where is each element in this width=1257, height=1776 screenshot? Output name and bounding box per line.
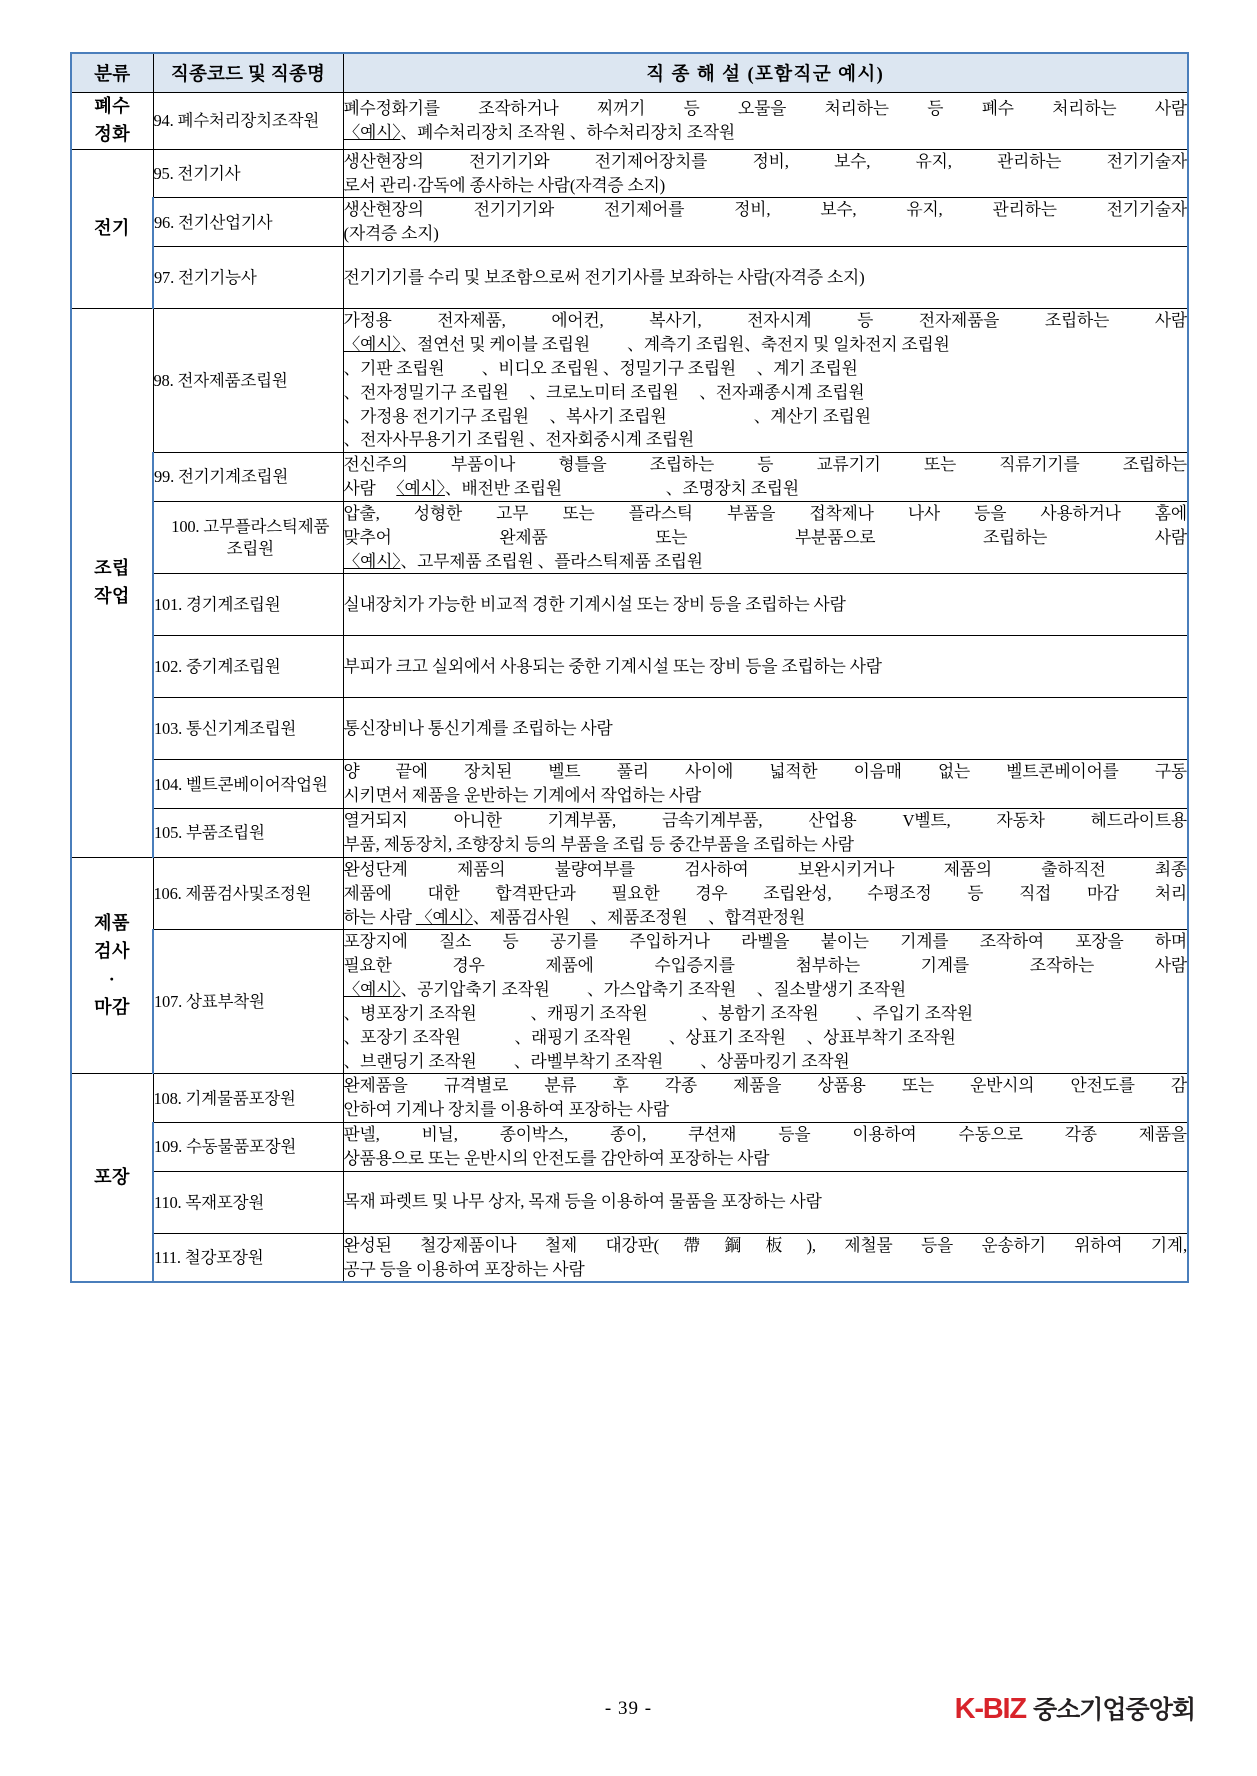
job-description-cell	[343, 574, 1188, 636]
description-line: 제품에 대한 합격판단과 필요한 경우 조립완성, 수평조정 등 직접 마감 처리	[343, 883, 1187, 903]
category-cell	[71, 857, 153, 1074]
column-header-code: 직종코드 및 직종명	[153, 53, 343, 93]
description-line: 〈예시〉、폐수처리장치 조작원 、하수처리장치 조작원	[343, 122, 735, 142]
category-label-line: 정화	[94, 123, 131, 144]
table-row	[71, 453, 1188, 502]
job-code-line: 97. 전기기능사	[154, 267, 257, 287]
kbiz-logo-name: 중소기업중앙회	[1032, 1696, 1195, 1724]
example-label: 〈예시〉	[415, 907, 473, 927]
page-footer	[0, 1690, 1257, 1750]
kbiz-logo	[955, 1690, 1195, 1726]
description-line: 사람 〈예시〉、배전반 조립원 、조명장치 조립원	[343, 479, 799, 499]
description-line: 판넬, 비닐, 종이박스, 종이, 쿠션재 등을 이용하여 수동으로 각종 제품을	[343, 1125, 1187, 1145]
description-line: 생산현장의 전기기기와 전기제어를 정비, 보수, 유지, 관리하는 전기기술자	[343, 200, 1187, 220]
category-label-line: 작업	[94, 585, 130, 606]
job-code-cell	[153, 930, 343, 1074]
table-row	[71, 809, 1188, 858]
description-line: 폐수정화기를 조작하거나 찌꺼기 등 오물을 처리하는 등 폐수 처리하는 사람	[343, 99, 1187, 119]
description-line: 부피가 크고 실외에서 사용되는 중한 기계시설 또는 장비 등을 조립하는 사람	[343, 657, 882, 677]
table-row	[71, 1233, 1188, 1282]
description-line: 공구 등을 이용하여 포장하는 사람	[343, 1259, 585, 1279]
job-code-cell	[153, 1074, 343, 1123]
category-cell	[71, 1074, 153, 1283]
job-description-cell	[343, 247, 1188, 309]
job-description-cell	[343, 1074, 1188, 1123]
table-row	[71, 309, 1188, 453]
job-description-cell	[343, 501, 1188, 574]
table-row	[71, 930, 1188, 1074]
job-description-cell	[343, 1233, 1188, 1282]
job-description-cell	[343, 930, 1188, 1074]
description-line: 안하여 기계나 장치를 이용하여 포장하는 사람	[343, 1100, 669, 1120]
job-description-cell	[343, 198, 1188, 247]
job-code-cell	[153, 698, 343, 760]
table-row	[71, 698, 1188, 760]
job-description-cell	[343, 809, 1188, 858]
job-code-cell	[153, 636, 343, 698]
table-row	[71, 574, 1188, 636]
job-code-line: 104. 벨트콘베이어작업원	[154, 774, 328, 794]
header-row	[71, 53, 1188, 93]
description-line: 、전자정밀기구 조립원 、크로노미터 조립원 、전자괘종시계 조립원	[343, 382, 865, 402]
job-description-cell	[343, 453, 1188, 502]
table-row	[71, 198, 1188, 247]
description-line: 시키면서 제품을 운반하는 기계에서 작업하는 사람	[343, 786, 702, 806]
description-line: 〈예시〉、절연선 및 케이블 조립원 、계측기 조립원、축전지 및 일차전지 조립원	[343, 335, 950, 354]
column-header-description: 직 종 해 설 (포함직군 예시)	[343, 53, 1188, 93]
job-description-cell	[343, 149, 1188, 198]
table-row	[71, 501, 1188, 574]
job-code-cell	[153, 309, 343, 453]
job-code-cell	[153, 149, 343, 198]
job-code-line: 조립원	[226, 538, 274, 558]
description-line: 부품, 제동장치, 조향장치 등의 부품을 조립 등 중간부품을 조립하는 사람	[343, 834, 854, 854]
job-code-line: 100. 고무플라스틱제품	[171, 517, 330, 537]
job-code-cell	[153, 247, 343, 309]
description-line: 열거되지 아니한 기계부품, 금속기계부품, 산업용 V벨트, 자동차 헤드라이트용	[343, 811, 1187, 831]
description-line: 포장지에 질소 등 공기를 주입하거나 라벨을 붙이는 기계를 조작하여 포장을 하며	[343, 932, 1187, 952]
example-label: 〈예시〉	[343, 551, 401, 571]
job-code-line: 95. 전기기사	[153, 163, 241, 183]
table-row	[71, 1074, 1188, 1123]
job-description-cell	[343, 93, 1188, 150]
job-code-line: 96. 전기산업기사	[154, 212, 273, 232]
description-line: 양 끝에 장치된 벨트 풀리 사이에 넓적한 이음매 없는 벨트콘베이어를 구동	[343, 762, 1187, 782]
table-row	[71, 1123, 1188, 1172]
job-code-cell	[153, 857, 343, 930]
table-row	[71, 636, 1188, 698]
job-code-cell	[153, 501, 343, 574]
job-code-line: 101. 경기계조립원	[154, 595, 281, 615]
job-code-cell	[153, 1123, 343, 1172]
table-body	[71, 93, 1188, 1283]
description-line: 로서 관리·감독에 종사하는 사람(자격증 소지)	[343, 175, 666, 195]
job-description-cell	[343, 1171, 1188, 1233]
example-label: 〈예시〉	[396, 479, 445, 499]
column-header-category: 분류	[71, 53, 153, 93]
job-code-line: 103. 통신기계조립원	[154, 719, 297, 739]
job-code-line: 110. 목재포장원	[154, 1192, 265, 1212]
example-label: 〈예시〉	[343, 980, 401, 1000]
job-description-cell	[343, 309, 1188, 453]
job-code-cell	[153, 574, 343, 636]
example-label: 〈예시〉	[343, 122, 401, 142]
description-line: 、기판 조립원 、비디오 조립원 、정밀기구 조립원 、계기 조립원	[343, 358, 858, 378]
description-line: 생산현장의 전기기기와 전기제어장치를 정비, 보수, 유지, 관리하는 전기기술자	[343, 151, 1187, 171]
category-label-line: 폐수	[94, 96, 131, 116]
job-code-line: 94. 폐수처리장치조작원	[153, 111, 320, 131]
category-label-line: 조립	[94, 558, 130, 579]
job-code-line: 107. 상표부착원	[154, 992, 265, 1012]
description-line: 압출, 성형한 고무 또는 플라스틱 부품을 접착제나 나사 등을 사용하거나 홈에	[343, 503, 1187, 523]
description-line: 〈예시〉、공기압축기 조작원 、가스압축기 조작원 、질소발생기 조작원	[343, 980, 906, 1000]
job-code-line: 98. 전자제품조립원	[153, 370, 288, 390]
description-line: 、가정용 전기기구 조립원 、복사기 조립원 、계산기 조립원	[343, 406, 871, 426]
description-line: 통신장비나 통신기계를 조립하는 사람	[343, 719, 613, 739]
description-line: 、브랜딩기 조작원 、라벨부착기 조작원 、상품마킹기 조작원	[343, 1051, 850, 1071]
description-line: 완성된 철강제품이나 철제 대강판(帶鋼板), 제철물 등을 운송하기 위하여 기계,	[343, 1235, 1187, 1255]
table-row	[71, 247, 1188, 309]
job-code-line: 105. 부품조립원	[154, 823, 265, 843]
job-code-cell	[153, 1171, 343, 1233]
category-cell	[71, 149, 153, 308]
job-code-line: 102. 중기계조립원	[154, 657, 281, 677]
description-line: 목재 파렛트 및 나무 상자, 목재 등을 이용하여 물품을 포장하는 사람	[343, 1192, 822, 1212]
category-label-line: 마감	[94, 996, 130, 1017]
job-code-cell	[153, 198, 343, 247]
description-line: 、전자사무용기기 조립원 、전자회중시계 조립원	[343, 430, 695, 450]
kbiz-logo-mark: K-BIZ	[954, 1693, 1026, 1725]
page-number: - 39 -	[604, 1698, 653, 1719]
job-description-cell	[343, 636, 1188, 698]
job-description-cell	[343, 857, 1188, 930]
job-description-cell	[343, 760, 1188, 809]
category-label-line: 제품	[94, 912, 130, 933]
description-line: 완제품을 규격별로 분류 후 각종 제품을 상품용 또는 운반시의 안전도를 감	[343, 1076, 1187, 1096]
category-cell	[71, 93, 153, 150]
category-label-line: 검사	[94, 940, 130, 961]
category-label-line: 포장	[94, 1166, 130, 1187]
category-label-line: ·	[108, 968, 116, 989]
category-cell	[71, 309, 153, 858]
table-row	[71, 1171, 1188, 1233]
job-code-line: 111. 철강포장원	[154, 1247, 264, 1267]
category-label-line: 전기	[94, 218, 130, 239]
example-label: 〈예시〉	[343, 335, 401, 354]
job-code-cell	[153, 453, 343, 502]
table-row	[71, 760, 1188, 809]
job-code-cell	[153, 1233, 343, 1282]
job-code-line: 106. 제품검사및조정원	[153, 883, 312, 903]
job-code-cell	[153, 93, 343, 150]
table-row	[71, 857, 1188, 930]
job-code-cell	[153, 809, 343, 858]
description-line: 가정용 전자제품, 에어컨, 복사기, 전자시계 등 전자제품을 조립하는 사람	[343, 311, 1187, 331]
table-header	[71, 53, 1188, 93]
description-line: 상품용으로 또는 운반시의 안전도를 감안하여 포장하는 사람	[343, 1148, 770, 1168]
job-code-cell	[153, 760, 343, 809]
description-line: 완성단계 제품의 불량여부를 검사하여 보완시키거나 제품의 출하직전 최종	[343, 859, 1187, 879]
table-row	[71, 93, 1188, 150]
description-line: 〈예시〉、고무제품 조립원 、플라스틱제품 조립원	[343, 551, 703, 571]
job-code-line: 109. 수동물품포장원	[154, 1137, 297, 1157]
table-row	[71, 149, 1188, 198]
job-code-line: 99. 전기기계조립원	[154, 467, 289, 487]
description-line: 실내장치가 가능한 비교적 경한 기계시설 또는 장비 등을 조립하는 사람	[343, 595, 846, 615]
job-classification-table	[70, 52, 1189, 1283]
description-line: 하는 사람 〈예시〉、제품검사원 、제품조정원 、합격판정원	[343, 907, 806, 927]
description-line: 전신주의 부품이나 형틀을 조립하는 등 교류기기 또는 직류기기를 조립하는	[343, 455, 1187, 475]
job-code-line: 108. 기계물품포장원	[153, 1088, 296, 1108]
description-line: (자격증 소지)	[343, 224, 439, 244]
description-line: 전기기기를 수리 및 보조함으로써 전기기사를 보좌하는 사람(자격증 소지)	[343, 267, 865, 287]
description-line: 맞추어 완제품 또는 부분품으로 조립하는 사람	[343, 527, 1187, 547]
job-description-cell	[343, 1123, 1188, 1172]
description-line: 、병포장기 조작원 、캐핑기 조작원 、봉함기 조작원 、주입기 조작원	[343, 1003, 973, 1023]
description-line: 、포장기 조작원 、래핑기 조작원 、상표기 조작원 、상표부착기 조작원	[343, 1027, 956, 1047]
job-description-cell	[343, 698, 1188, 760]
description-line: 필요한 경우 제품에 수입증지를 첨부하는 기계를 조작하는 사람	[343, 956, 1187, 976]
